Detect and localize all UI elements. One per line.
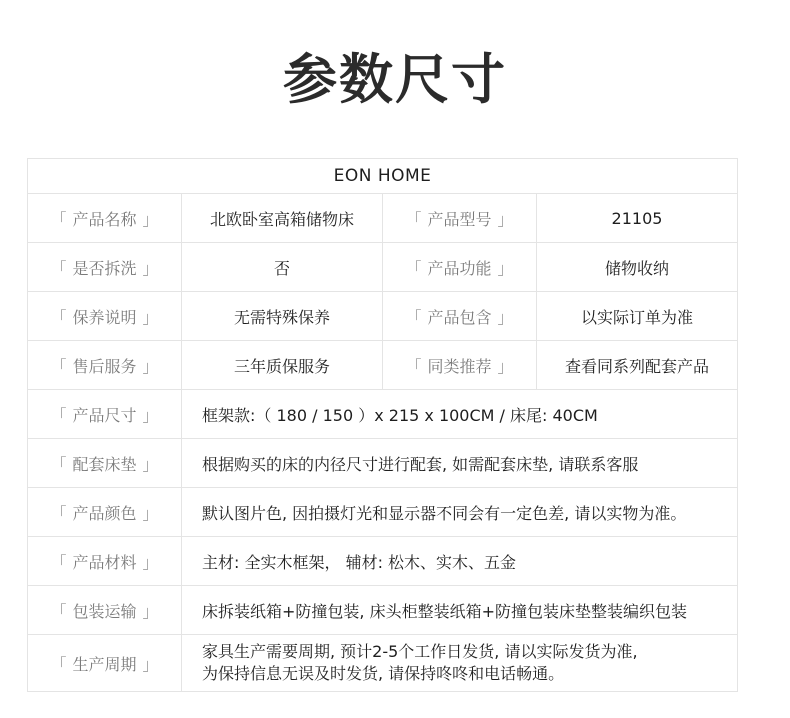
- spec-value: 21105: [537, 194, 738, 243]
- bracket-close: 」: [142, 405, 159, 425]
- spec-label: [28, 586, 182, 635]
- spec-label-text: 产品包含: [427, 307, 492, 327]
- bracket-close: 」: [142, 601, 159, 621]
- spec-value: 否: [182, 243, 383, 292]
- bracket-open: 「: [50, 454, 67, 474]
- spec-row: [28, 488, 738, 537]
- spec-value: 根据购买的床的内径尺寸进行配套, 如需配套床垫, 请联系客服: [182, 439, 738, 488]
- spec-row: [28, 341, 738, 390]
- spec-label: [28, 341, 182, 390]
- spec-row: [28, 439, 738, 488]
- bracket-open: 「: [405, 307, 422, 327]
- spec-row: [28, 390, 738, 439]
- bracket-open: 「: [405, 258, 422, 278]
- spec-label-text: 产品材料: [72, 552, 137, 572]
- spec-value: 默认图片色, 因拍摄灯光和显示器不同会有一定色差, 请以实物为准。: [182, 488, 738, 537]
- brand-name: EON HOME: [28, 159, 738, 194]
- bracket-open: 「: [405, 209, 422, 229]
- spec-label-text: 配套床垫: [72, 454, 137, 474]
- cycle-line-1: 家具生产需要周期, 预计2-5个工作日发货, 请以实际发货为准,: [202, 642, 638, 661]
- spec-label: [28, 439, 182, 488]
- bracket-close: 」: [497, 307, 514, 327]
- bracket-open: 「: [50, 209, 67, 229]
- bracket-close: 」: [497, 356, 514, 376]
- spec-label: [28, 635, 182, 692]
- bracket-close: 」: [142, 454, 159, 474]
- bracket-open: 「: [50, 356, 67, 376]
- spec-value: 查看同系列配套产品: [537, 341, 738, 390]
- spec-label-text: 生产周期: [72, 654, 137, 674]
- spec-label-text: 产品颜色: [72, 503, 137, 523]
- spec-label: [383, 243, 537, 292]
- spec-value: 框架款:（ 180 / 150 ）x 215 x 100CM / 床尾: 40CM: [182, 390, 738, 439]
- spec-label-text: 产品尺寸: [72, 405, 137, 425]
- spec-row: [28, 292, 738, 341]
- spec-label-text: 同类推荐: [427, 356, 492, 376]
- spec-value: 储物收纳: [537, 243, 738, 292]
- spec-label-text: 保养说明: [72, 307, 137, 327]
- spec-label: [383, 341, 537, 390]
- spec-value: 以实际订单为准: [537, 292, 738, 341]
- bracket-open: 「: [50, 654, 67, 674]
- spec-row: [28, 586, 738, 635]
- spec-label-text: 产品型号: [427, 209, 492, 229]
- spec-label: [28, 194, 182, 243]
- bracket-open: 「: [50, 258, 67, 278]
- bracket-close: 」: [142, 258, 159, 278]
- spec-label: [383, 292, 537, 341]
- spec-label: [28, 390, 182, 439]
- spec-row: [28, 243, 738, 292]
- spec-row-production-cycle: [28, 635, 738, 692]
- spec-label: [28, 537, 182, 586]
- bracket-open: 「: [50, 307, 67, 327]
- spec-value: 无需特殊保养: [182, 292, 383, 341]
- bracket-open: 「: [50, 601, 67, 621]
- bracket-open: 「: [50, 503, 67, 523]
- spec-row: [28, 537, 738, 586]
- spec-label: [28, 243, 182, 292]
- bracket-close: 」: [142, 307, 159, 327]
- spec-value: 三年质保服务: [182, 341, 383, 390]
- spec-value: [182, 635, 738, 692]
- bracket-close: 」: [142, 552, 159, 572]
- bracket-close: 」: [497, 258, 514, 278]
- spec-label-text: 售后服务: [72, 356, 137, 376]
- spec-label-text: 产品功能: [427, 258, 492, 278]
- spec-label-text: 是否拆洗: [72, 258, 137, 278]
- spec-table: [27, 158, 738, 692]
- spec-row: [28, 194, 738, 243]
- bracket-open: 「: [405, 356, 422, 376]
- bracket-close: 」: [142, 503, 159, 523]
- bracket-open: 「: [50, 552, 67, 572]
- spec-value: 主材: 全实木框架， 辅材: 松木、实木、五金: [182, 537, 738, 586]
- bracket-close: 」: [142, 654, 159, 674]
- bracket-open: 「: [50, 405, 67, 425]
- page-title: 参数尺寸: [283, 48, 507, 111]
- bracket-close: 」: [497, 209, 514, 229]
- spec-label: [383, 194, 537, 243]
- spec-value: 北欧卧室高箱储物床: [182, 194, 383, 243]
- spec-label: [28, 488, 182, 537]
- bracket-close: 」: [142, 356, 159, 376]
- spec-label-text: 包装运输: [72, 601, 137, 621]
- spec-value: 床拆装纸箱+防撞包装, 床头柜整装纸箱+防撞包装床垫整装编织包装: [182, 586, 738, 635]
- cycle-line-2: 为保持信息无误及时发货, 请保持咚咚和电话畅通。: [202, 664, 565, 683]
- spec-label-text: 产品名称: [72, 209, 137, 229]
- spec-label: [28, 292, 182, 341]
- brand-row: [28, 159, 738, 194]
- bracket-close: 」: [142, 209, 159, 229]
